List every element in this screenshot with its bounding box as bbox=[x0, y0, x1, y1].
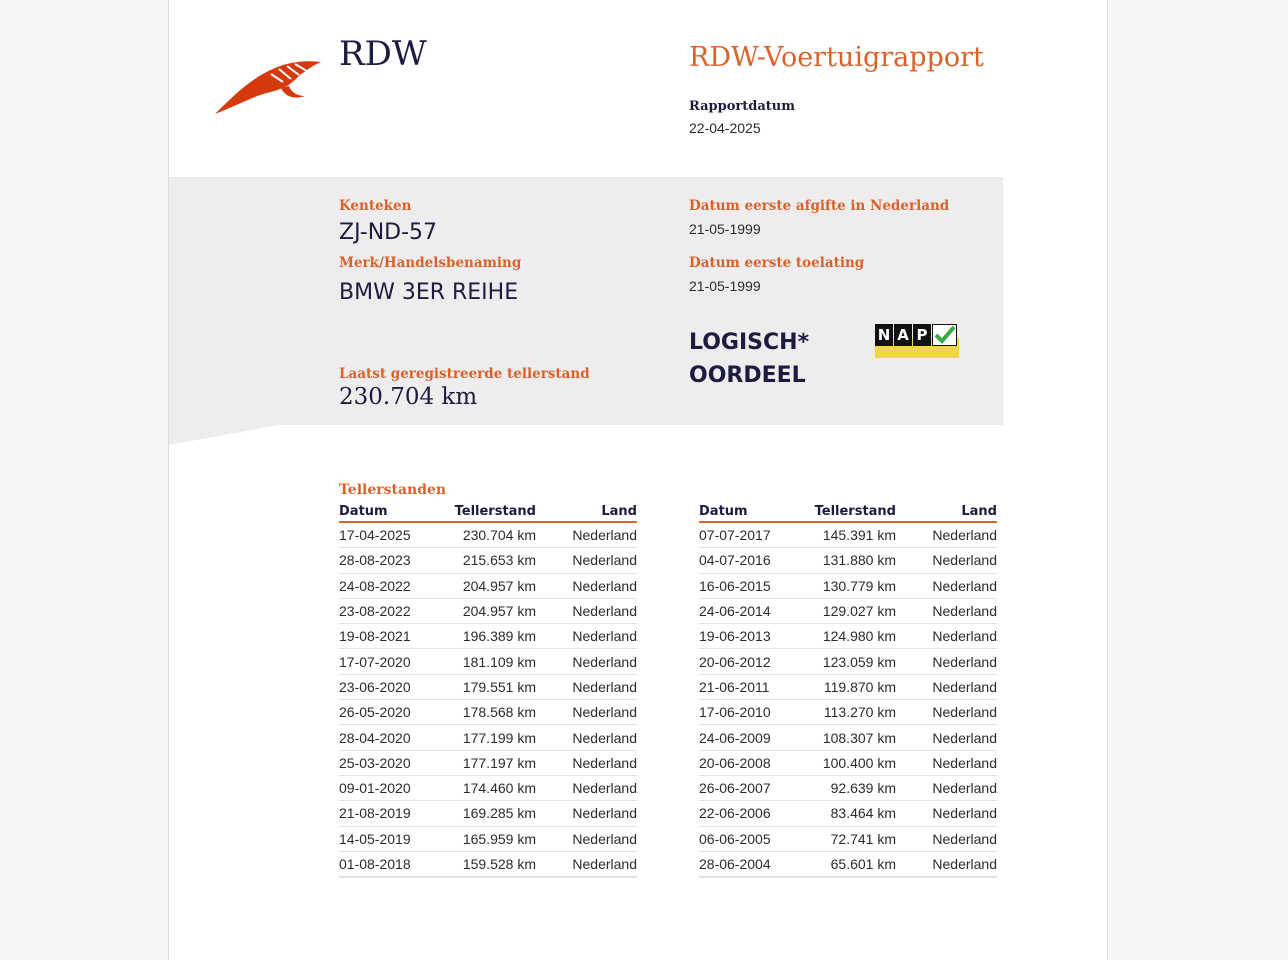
table-row bbox=[339, 700, 637, 725]
first-admission-label: Datum eerste toelating bbox=[689, 255, 865, 271]
cell-odometer: 204.957 km bbox=[462, 603, 536, 620]
cell-date: 28-04-2020 bbox=[339, 729, 411, 746]
cell-odometer: 100.400 km bbox=[822, 754, 896, 771]
cell-date: 21-06-2011 bbox=[699, 678, 770, 695]
table-row bbox=[699, 751, 997, 776]
nap-verdict bbox=[689, 326, 809, 392]
cell-odometer: 108.307 km bbox=[822, 729, 896, 746]
cell-country: Nederland bbox=[572, 704, 637, 721]
cell-odometer: 124.980 km bbox=[822, 628, 896, 645]
vehicle-summary-band bbox=[169, 177, 1003, 425]
cell-country: Nederland bbox=[572, 780, 637, 797]
cell-date: 07-07-2017 bbox=[699, 527, 771, 544]
cell-country: Nederland bbox=[932, 830, 997, 847]
cell-date: 24-06-2014 bbox=[699, 603, 771, 620]
readings-title: Tellerstanden bbox=[339, 482, 447, 498]
cell-odometer: 159.528 km bbox=[462, 856, 536, 872]
table-row bbox=[699, 624, 997, 649]
cell-odometer: 129.027 km bbox=[822, 603, 896, 620]
table-row bbox=[699, 675, 997, 700]
cell-country: Nederland bbox=[572, 856, 637, 872]
table-row bbox=[339, 599, 637, 624]
cell-date: 19-06-2013 bbox=[699, 628, 771, 645]
verdict-line-1: LOGISCH* bbox=[689, 330, 810, 355]
cell-country: Nederland bbox=[572, 678, 637, 695]
verdict-line-2: OORDEEL bbox=[689, 363, 806, 388]
cell-odometer: 72.741 km bbox=[830, 830, 896, 847]
cell-country: Nederland bbox=[932, 729, 997, 746]
table-row bbox=[339, 801, 637, 826]
cell-country: Nederland bbox=[572, 830, 637, 847]
report-date: 22-04-2025 bbox=[689, 120, 761, 136]
table-row bbox=[339, 852, 637, 878]
odometer-label: Laatst geregistreerde tellerstand bbox=[339, 366, 590, 382]
nap-check-icon bbox=[932, 324, 957, 346]
table-row bbox=[339, 827, 637, 852]
table-row bbox=[699, 599, 997, 624]
col-date-header: Datum bbox=[699, 504, 748, 519]
cell-odometer: 130.779 km bbox=[822, 577, 896, 594]
table-row bbox=[699, 776, 997, 801]
cell-date: 24-06-2009 bbox=[699, 729, 771, 746]
cell-date: 26-05-2020 bbox=[339, 704, 411, 721]
cell-date: 20-06-2012 bbox=[699, 653, 771, 670]
cell-date: 09-01-2020 bbox=[339, 780, 411, 797]
last-odometer: 230.704 km bbox=[339, 384, 478, 410]
vehicle-make: BMW 3ER REIHE bbox=[339, 280, 519, 305]
cell-odometer: 204.957 km bbox=[462, 577, 536, 594]
cell-country: Nederland bbox=[932, 678, 997, 695]
cell-odometer: 177.199 km bbox=[462, 729, 536, 746]
table-row bbox=[339, 574, 637, 599]
table-row bbox=[699, 700, 997, 725]
cell-odometer: 215.653 km bbox=[462, 552, 536, 569]
cell-date: 26-06-2007 bbox=[699, 780, 771, 797]
make-label: Merk/Handelsbenaming bbox=[339, 255, 522, 271]
cell-date: 14-05-2019 bbox=[339, 830, 411, 847]
cell-country: Nederland bbox=[572, 577, 637, 594]
cell-country: Nederland bbox=[572, 653, 637, 670]
cell-date: 24-08-2022 bbox=[339, 577, 411, 594]
first-issue-label: Datum eerste afgifte in Nederland bbox=[689, 198, 950, 214]
nap-letter-n: N bbox=[875, 324, 893, 346]
license-plate: ZJ-ND-57 bbox=[339, 220, 438, 245]
table-row bbox=[699, 725, 997, 750]
table-row bbox=[699, 548, 997, 573]
nap-letter-p: P bbox=[913, 324, 931, 346]
cell-date: 28-06-2004 bbox=[699, 856, 771, 872]
cell-date: 01-08-2018 bbox=[339, 856, 411, 872]
cell-date: 17-06-2010 bbox=[699, 704, 771, 721]
cell-odometer: 113.270 km bbox=[823, 704, 896, 721]
cell-country: Nederland bbox=[932, 704, 997, 721]
cell-country: Nederland bbox=[932, 856, 997, 872]
cell-odometer: 178.568 km bbox=[462, 704, 536, 721]
cell-country: Nederland bbox=[932, 754, 997, 771]
nap-letter-a: A bbox=[894, 324, 912, 346]
cell-odometer: 181.109 km bbox=[462, 653, 536, 670]
readings-table-left bbox=[339, 503, 637, 878]
col-country-header: Land bbox=[601, 504, 637, 519]
table-row bbox=[339, 776, 637, 801]
col-odometer-header: Tellerstand bbox=[814, 504, 896, 519]
cell-date: 21-08-2019 bbox=[339, 805, 411, 822]
table-row bbox=[699, 827, 997, 852]
cell-odometer: 230.704 km bbox=[462, 527, 536, 544]
cell-date: 20-06-2008 bbox=[699, 754, 771, 771]
table-row bbox=[339, 548, 637, 573]
table-row bbox=[699, 574, 997, 599]
cell-odometer: 145.391 km bbox=[822, 527, 896, 544]
cell-country: Nederland bbox=[932, 603, 997, 620]
plate-label: Kenteken bbox=[339, 198, 412, 214]
col-country-header: Land bbox=[961, 504, 997, 519]
cell-odometer: 83.464 km bbox=[830, 805, 896, 822]
cell-date: 16-06-2015 bbox=[699, 577, 771, 594]
cell-country: Nederland bbox=[572, 805, 637, 822]
cell-odometer: 65.601 km bbox=[830, 856, 896, 872]
cell-date: 17-04-2025 bbox=[339, 527, 411, 544]
cell-date: 19-08-2021 bbox=[339, 628, 411, 645]
cell-odometer: 165.959 km bbox=[462, 830, 536, 847]
table-row bbox=[339, 725, 637, 750]
table-row bbox=[339, 751, 637, 776]
cell-odometer: 123.059 km bbox=[822, 653, 896, 670]
cell-country: Nederland bbox=[572, 754, 637, 771]
table-header bbox=[339, 503, 637, 523]
band-tail-shape bbox=[169, 425, 279, 445]
cell-date: 25-03-2020 bbox=[339, 754, 411, 771]
report-title: RDW-Voertuigrapport bbox=[689, 42, 984, 73]
cell-odometer: 169.285 km bbox=[462, 805, 536, 822]
cell-odometer: 177.197 km bbox=[462, 754, 536, 771]
cell-country: Nederland bbox=[932, 780, 997, 797]
rdw-logo-icon bbox=[213, 56, 323, 118]
cell-odometer: 196.389 km bbox=[462, 628, 536, 645]
cell-country: Nederland bbox=[932, 805, 997, 822]
cell-country: Nederland bbox=[932, 552, 997, 569]
report-date-label: Rapportdatum bbox=[689, 99, 795, 114]
cell-odometer: 174.460 km bbox=[462, 780, 536, 797]
cell-country: Nederland bbox=[932, 527, 997, 544]
cell-odometer: 92.639 km bbox=[830, 780, 896, 797]
table-row bbox=[699, 523, 997, 548]
cell-country: Nederland bbox=[572, 603, 637, 620]
cell-country: Nederland bbox=[932, 577, 997, 594]
table-row bbox=[699, 649, 997, 674]
cell-date: 04-07-2016 bbox=[699, 552, 771, 569]
cell-country: Nederland bbox=[572, 527, 637, 544]
table-row bbox=[339, 523, 637, 548]
brand-name: RDW bbox=[339, 34, 427, 74]
cell-odometer: 131.880 km bbox=[822, 552, 896, 569]
cell-odometer: 119.870 km bbox=[823, 678, 896, 695]
cell-date: 23-08-2022 bbox=[339, 603, 411, 620]
report-page bbox=[168, 0, 1108, 960]
nap-logo bbox=[875, 324, 959, 358]
cell-country: Nederland bbox=[572, 729, 637, 746]
cell-country: Nederland bbox=[572, 552, 637, 569]
table-row bbox=[699, 801, 997, 826]
first-issue-date: 21-05-1999 bbox=[689, 221, 761, 237]
table-row bbox=[339, 649, 637, 674]
table-row bbox=[339, 624, 637, 649]
cell-date: 17-07-2020 bbox=[339, 653, 411, 670]
cell-country: Nederland bbox=[932, 628, 997, 645]
cell-date: 22-06-2006 bbox=[699, 805, 771, 822]
table-row bbox=[699, 852, 997, 878]
cell-odometer: 179.551 km bbox=[462, 678, 536, 695]
table-row bbox=[339, 675, 637, 700]
readings-table-right bbox=[699, 503, 997, 878]
first-admission-date: 21-05-1999 bbox=[689, 278, 761, 294]
cell-date: 28-08-2023 bbox=[339, 552, 411, 569]
col-date-header: Datum bbox=[339, 504, 388, 519]
cell-country: Nederland bbox=[932, 653, 997, 670]
table-header bbox=[699, 503, 997, 523]
cell-date: 06-06-2005 bbox=[699, 830, 771, 847]
col-odometer-header: Tellerstand bbox=[454, 504, 536, 519]
cell-date: 23-06-2020 bbox=[339, 678, 411, 695]
cell-country: Nederland bbox=[572, 628, 637, 645]
